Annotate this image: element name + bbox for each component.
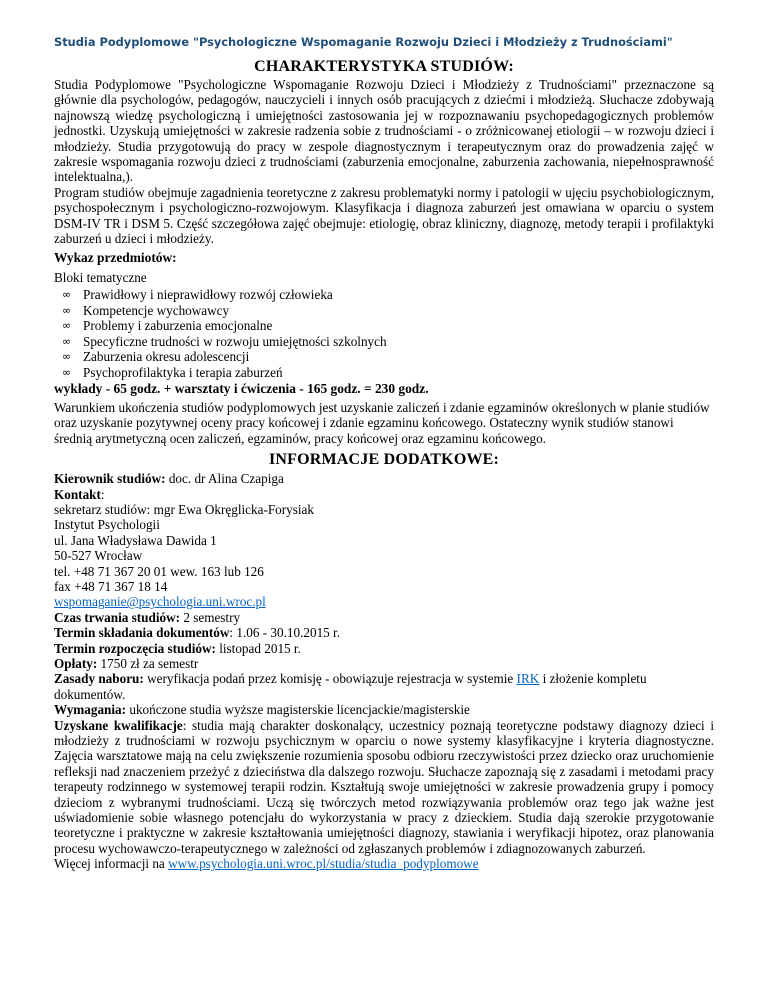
email-link[interactable]: wspomaganie@psychologia.uni.wroc.pl [54,594,266,610]
more-info-line [54,856,714,871]
requirements-line [54,702,714,717]
document-page [54,34,714,872]
contact-detail: fax +48 71 367 18 14 [54,578,168,594]
infinity-bullet-icon: ∞ [62,288,72,302]
subject-item [54,303,714,318]
irk-link[interactable]: IRK [516,671,540,687]
duration-line [54,610,714,625]
duration-label: Czas trwania studiów: [54,609,181,625]
subject-item [54,287,714,302]
subject-label: Problemy i zaburzenia emocjonalne [83,318,273,334]
infinity-bullet-icon: ∞ [62,303,72,317]
contact-detail: Instytut Psychologii [54,517,160,533]
subject-label: Psychoprofilaktyka i terapia zaburzeń [83,364,283,380]
qualifications-label: Uzyskane kwalifikacje [54,717,183,733]
characteristics-paragraph-1: Studia Podyplomowe "Psychologiczne Wspomaganie Rozwoju Dzieci i Młodzieży z Trudnościami" przeznaczone są głównie dla psychologów, pedagogów, nauczycieli i innych osób pracujących z dziećmi i młodzieżą. Słuchacze zdobywają najnowszą wiedzę psychologiczną i umiejętności zastosowania jej w rozpoznawaniu psychopedagogicznych problemów jednostki. Uzyskują umiejętności w zakresie radzenia sobie z trudnościami - o zróżnicowanej etiologii – w rozwoju dzieci i młodzieży. Studia przygotowują do pracy w zespole diagnostycznym i terapeutycznym oraz do prowadzenia zajęć w zakresie wspomagania rozwoju dzieci z trudnościami (zaburzenia emocjonalne, zaburzenia zachowania, niepełnosprawność intelektualna,). [54,77,714,185]
documents-deadline-value: : 1.06 - 30.10.2015 r. [229,625,341,641]
document-title: Studia Podyplomowe "Psychologiczne Wspomaganie Rozwoju Dzieci i Młodzieży z Trudnościami" [54,35,673,49]
subject-label: Kompetencje wychowawcy [83,302,230,318]
subject-item [54,349,714,364]
subject-item [54,334,714,349]
subjects-heading: Wykaz przedmiotów: [54,250,177,266]
admission-value-before: weryfikacja podań przez komisję - obowiązuje rejestracja w systemie [143,671,517,687]
characteristics-heading: CHARAKTERYSTYKA STUDIÓW: [254,58,514,75]
admission-label: Zasady naboru: [54,671,144,687]
contact-detail: tel. +48 71 367 20 01 wew. 163 lub 126 [54,563,264,579]
subject-label: Prawidłowy i nieprawidłowy rozwój człowieka [83,287,333,303]
director-line [54,471,714,486]
infinity-bullet-icon: ∞ [62,350,72,364]
subject-label: Specyficzne trudności w rozwoju umiejętności szkolnych [83,333,387,349]
additional-info-heading: INFORMACJE DODATKOWE: [268,451,500,469]
contact-label: Kontakt [54,486,101,502]
infinity-bullet-icon: ∞ [62,365,72,379]
admission-value-after: i złożenie kompletu dokumentów. [54,671,647,702]
contact-detail: ul. Jana Władysława Dawida 1 [54,532,217,548]
contact-detail: sekretarz studiów: mgr Ewa Okręglicka-Forysiak [54,501,315,517]
qualifications-paragraph [54,718,714,857]
contact-line [54,487,714,502]
qualifications-value: : studia mają charakter doskonalący, uczestnicy poznają teoretyczne podstawy diagnozy dzieci i młodzieży z trudnościami w rozwoju psychicznym w oparciu o nowe systemy klasyfikacyjne i kryteria diagnostyczne. Zajęcia warsztatowe mają na celu zwiększenie rozumienia sposobu odbioru rzeczywistości przez dziecko oraz uruchomienie refleksji nad znaczeniem przeżyć z dzieciństwa dla dalszego rozwoju. Słuchacze zapoznają się z zasadami i metodami pracy terapeuty rodzinnego w systemowej terapii rodzin. Kształtują swoje umiejętności w zakresie prowadzenia grupy i pomocy dzieciom z wybranymi trudnościami. Uczą się twórczych metod rozwiązywania problemów oraz tego jak ważne jest uświadomienie sobie własnego potencjału do wykorzystania w pracy z dzieckiem. Studia dają szerokie przygotowanie teoretyczne i praktyczne w zakresie kształtowania umiejętności diagnozy, stawiania i weryfikacji hipotez, oraz planowania procesu wychowawczo-terapeutycznego w zależności od zgłaszanych problemów i zdiagnozowanych zaburzeń. [54,717,714,856]
documents-deadline-label: Termin składania dokumentów [54,625,230,641]
website-link[interactable]: www.psychologia.uni.wroc.pl/studia/studia_podyplomowe [168,856,479,872]
duration-value: 2 semestry [180,609,241,625]
fees-label: Opłaty: [54,656,98,671]
blocks-label: Bloki tematyczne [54,270,147,286]
contact-detail: 50-527 Wrocław [54,548,143,564]
more-info-text: Więcej informacji na [54,856,169,872]
start-date-value: listopad 2015 r. [215,640,301,656]
subject-item [54,365,714,380]
characteristics-paragraph-2: Program studiów obejmuje zagadnienia teoretyczne z zakresu problematyki normy i patologii w ujęciu psychobiologicznym, psychospołecznym i psychologiczno-rozwojowym. Klasyfikacja i diagnoza zaburzeń jest omawiana w oparciu o system DSM-IV TR i DSM 5. Część szczegółowa zajęć obejmuje: etiologię, obraz kliniczny, diagnozę, metody terapii i profilaktyki zaburzeń u dzieci i młodzieży. [54,184,714,247]
requirements-value: ukończone studia wyższe magisterskie licencjackie/magisterskie [126,702,470,718]
subject-label: Zaburzenia okresu adolescencji [83,349,250,365]
director-label: Kierownik studiów: [54,471,166,487]
requirements-label: Wymagania: [54,702,127,718]
director-value: doc. dr Alina Czapiga [165,471,284,487]
admission-line [54,671,714,702]
additional-info-block [54,471,714,872]
email-line [54,594,714,609]
fees-value: 1750 zł za semestr [97,656,199,671]
completion-conditions: Warunkiem ukończenia studiów podyplomowych jest uzyskanie zaliczeń i zdanie egzaminów określonych w planie studiów oraz uzyskanie pozytywnej oceny pracy końcowej i zdanie egzaminu końcowego. Ostateczny wynik studiów stanowi średnią arytmetyczną ocen zaliczeń, egzaminów, pracy końcowej oraz egzaminu końcowego. [54,399,710,446]
start-date-line [54,641,714,656]
fees-line [54,656,714,671]
start-date-label: Termin rozpoczęcia studiów: [54,640,216,656]
subjects-list [54,287,714,379]
contact-colon: : [100,486,105,502]
subject-item [54,318,714,333]
infinity-bullet-icon: ∞ [62,319,72,333]
hours-summary: wykłady - 65 godz. + warsztaty i ćwiczenia - 165 godz. = 230 godz. [54,380,429,396]
infinity-bullet-icon: ∞ [62,334,72,348]
documents-deadline-line [54,625,714,640]
